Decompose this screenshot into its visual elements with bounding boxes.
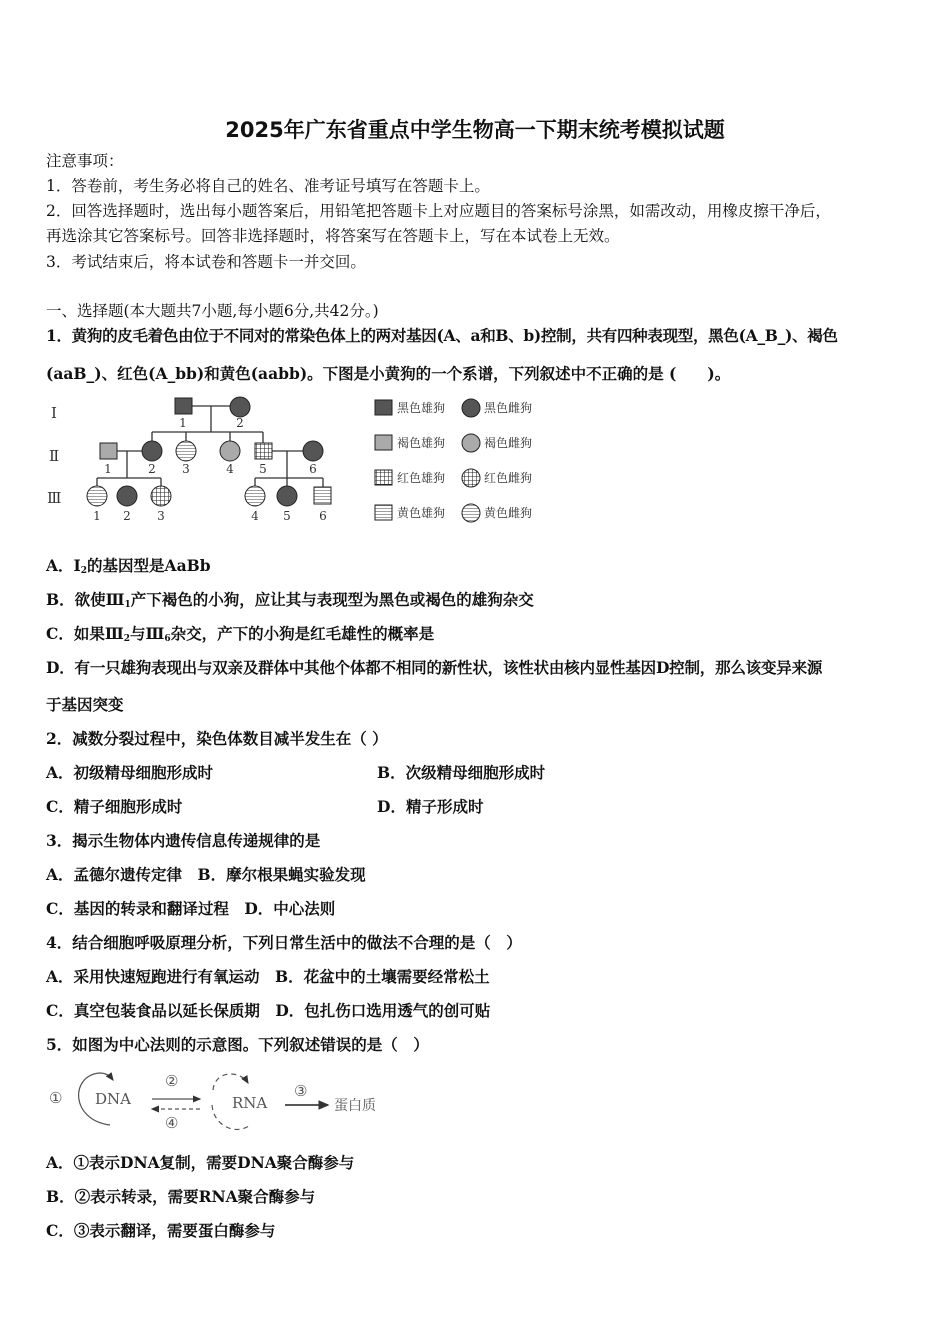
q2-option-a: A．初级精母细胞形成时 bbox=[46, 763, 214, 782]
legend-label: 红色雄狗 bbox=[397, 471, 446, 485]
step-3-label: ③ bbox=[294, 1082, 308, 1100]
q5-option-b: B．②表示转录，需要RNA聚合酶参与 bbox=[46, 1187, 316, 1206]
female-brown-II4 bbox=[220, 441, 240, 461]
male-black-I1 bbox=[175, 398, 192, 414]
legend-label: 黑色雄狗 bbox=[397, 401, 446, 415]
q4-options-ab: A．采用快速短跑进行有氧运动 B．花盆中的土壤需要经常松土 bbox=[46, 967, 490, 986]
female-yellow-III1 bbox=[87, 486, 107, 506]
rna-label: RNA bbox=[232, 1094, 268, 1112]
q1-option-a: A．$Ⅰ_2$的基因型是AaBb bbox=[46, 556, 211, 576]
individual-number: 2 bbox=[123, 509, 131, 523]
generation-label: Ⅰ bbox=[51, 404, 57, 422]
section-heading: 一、选择题(本大题共7小题,每小题6分,共42分。) bbox=[46, 302, 379, 320]
q1-option-c: C．如果$Ⅲ_2$与$Ⅲ_6$杂交，产下的小狗是红毛雄性的概率是 bbox=[46, 624, 435, 644]
female-yellow-III4 bbox=[245, 486, 265, 506]
individual-number: 6 bbox=[319, 509, 327, 523]
step-4-label: ④ bbox=[165, 1114, 179, 1132]
generation-label: Ⅱ bbox=[49, 447, 60, 465]
notice-item: 再选涂其它答案标号。回答非选择题时，将答案写在答题卡上，写在本试卷上无效。 bbox=[46, 227, 620, 245]
individual-number: 4 bbox=[226, 462, 234, 476]
legend-label: 黄色雌狗 bbox=[484, 506, 533, 520]
q1-stem: 1．黄狗的皮毛着色由位于不同对的常染色体上的两对基因(A、a和B、b)控制，共有四种表现型，黑色(A_B_)、褐色 bbox=[46, 326, 838, 345]
q1-option-b: B．欲使$Ⅲ_1$产下褐色的小狗，应让其与表现型为黑色或褐色的雄狗杂交 bbox=[46, 590, 534, 610]
individual-number: 4 bbox=[251, 509, 259, 523]
individual-number: 1 bbox=[104, 462, 112, 476]
male-yellow-III6 bbox=[314, 487, 331, 504]
q4-stem: 4．结合细胞呼吸原理分析，下列日常生活中的做法不合理的是（ ） bbox=[46, 933, 522, 952]
dna-label: DNA bbox=[95, 1090, 131, 1108]
female-black-I2 bbox=[230, 397, 250, 417]
notice-item: 2．回答选择题时，选出每小题答案后，用铅笔把答题卡上对应题目的答案标号涂黑，如需改动，用橡皮擦干净后， bbox=[46, 202, 831, 220]
step-2-label: ② bbox=[165, 1072, 179, 1090]
q2-option-c: C．精子细胞形成时 bbox=[46, 797, 183, 816]
female-black-III5 bbox=[277, 486, 297, 506]
notice-item: 3．考试结束后，将本试卷和答题卡一并交回。 bbox=[46, 253, 366, 271]
individual-number: 1 bbox=[93, 509, 101, 523]
legend-label: 黄色雄狗 bbox=[397, 506, 446, 520]
female-black-III2 bbox=[117, 486, 137, 506]
q2-option-b: B．次级精母细胞形成时 bbox=[377, 763, 546, 782]
pedigree-figure bbox=[0, 385, 560, 535]
q3-options-ab: A．孟德尔遗传定律 B．摩尔根果蝇实验发现 bbox=[46, 865, 366, 884]
individual-number: 3 bbox=[182, 462, 190, 476]
q5-option-a: A．①表示DNA复制，需要DNA聚合酶参与 bbox=[46, 1153, 355, 1172]
q3-options-cd: C．基因的转录和翻译过程 D．中心法则 bbox=[46, 899, 336, 918]
q5-stem: 5．如图为中心法则的示意图。下列叙述错误的是（ ） bbox=[46, 1035, 429, 1054]
q4-options-cd: C．真空包装食品以延长保质期 D．包扎伤口选用透气的创可贴 bbox=[46, 1001, 491, 1020]
individual-number: 2 bbox=[236, 416, 244, 430]
q5-option-c: C．③表示翻译，需要蛋白酶参与 bbox=[46, 1221, 276, 1240]
legend bbox=[375, 399, 480, 522]
q1-stem-cont: (aaB_)、红色(A_bb)和黄色(aabb)。下图是小黄狗的一个系谱，下列叙述中不正确的是 ( )。 bbox=[46, 364, 731, 383]
protein-label: 蛋白质 bbox=[334, 1098, 376, 1114]
legend-label: 红色雌狗 bbox=[484, 471, 533, 485]
individual-number: 5 bbox=[259, 462, 267, 476]
male-red-II5 bbox=[255, 443, 272, 459]
female-black-II2 bbox=[142, 441, 162, 461]
individual-number: 5 bbox=[283, 509, 291, 523]
legend-label: 褐色雄狗 bbox=[397, 436, 446, 450]
individual-number: 3 bbox=[157, 509, 165, 523]
q3-stem: 3．揭示生物体内遗传信息传递规律的是 bbox=[46, 831, 321, 850]
legend-label: 黑色雌狗 bbox=[484, 401, 533, 415]
individual-number: 2 bbox=[148, 462, 156, 476]
page-title: 2025年广东省重点中学生物高一下期末统考模拟试题 bbox=[225, 118, 725, 142]
individual-number: 1 bbox=[179, 416, 187, 430]
q1-option-d-cont: 于基因突变 bbox=[46, 695, 124, 714]
q2-stem: 2．减数分裂过程中，染色体数目减半发生在（ ） bbox=[46, 729, 388, 748]
male-brown-II1 bbox=[100, 443, 117, 459]
notice-heading: 注意事项： bbox=[46, 152, 124, 170]
legend-label: 褐色雌狗 bbox=[484, 436, 533, 450]
q1-option-d: D．有一只雄狗表现出与双亲及群体中其他个体都不相同的新性状，该性状由核内显性基因D控制，那么该变异来源 bbox=[46, 658, 823, 677]
step-1-label: ① bbox=[49, 1089, 63, 1107]
female-yellow-II3 bbox=[176, 441, 196, 461]
central-dogma-figure bbox=[0, 1060, 420, 1140]
notice-item: 1．答卷前，考生务必将自己的姓名、准考证号填写在答题卡上。 bbox=[46, 177, 490, 195]
generation-label: Ⅲ bbox=[47, 489, 62, 507]
female-red-III3 bbox=[151, 486, 171, 506]
female-black-II6 bbox=[303, 441, 323, 461]
q2-option-d: D．精子形成时 bbox=[377, 797, 484, 816]
individual-number: 6 bbox=[309, 462, 317, 476]
